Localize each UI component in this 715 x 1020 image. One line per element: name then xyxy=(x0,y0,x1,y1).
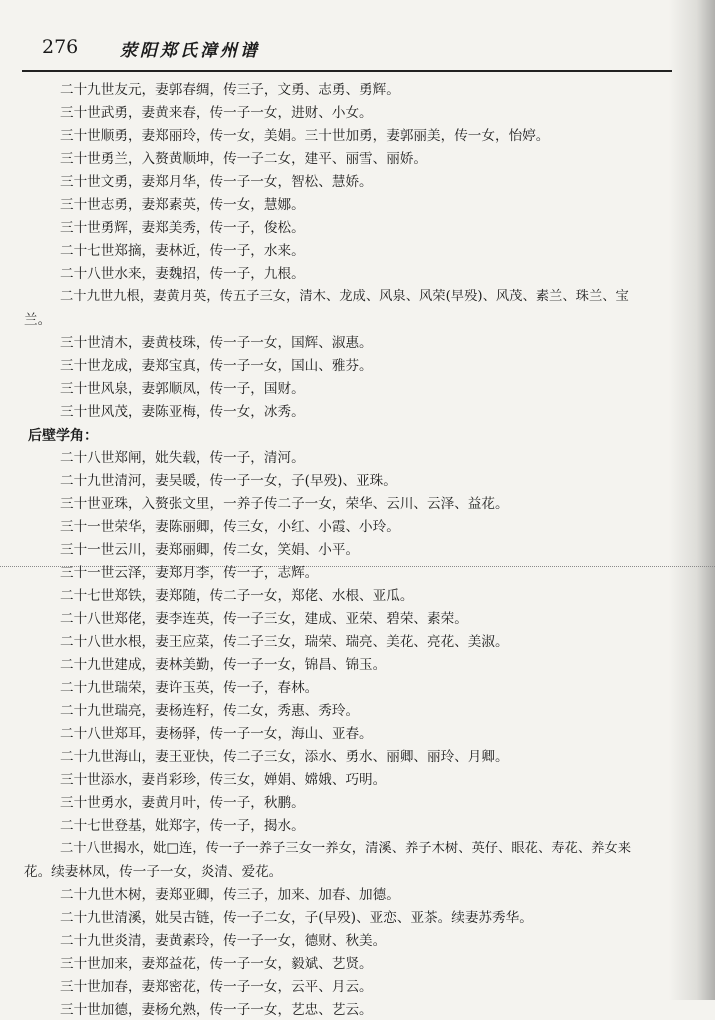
text-line: 三十世加来，妻郑益花，传一子一女，毅斌、艺贤。 xyxy=(60,956,373,972)
text-line: 二十八世郑闸，妣失载，传一子，清河。 xyxy=(60,450,305,466)
text-line: 二十九世建成，妻林美勤，传一子一女，锦昌、锦玉。 xyxy=(60,657,387,673)
text-line: 二十七世郑铁，妻郑随，传二子一女，郑佬、水根、亚瓜。 xyxy=(60,588,414,604)
text-line: 二十九世九根，妻黄月英，传五子三女，清木、龙成、风泉、风荣(早殁)、风茂、素兰、珠兰、宝 xyxy=(60,289,629,304)
text-line: 二十七世郑摘，妻林近，传一子，水来。 xyxy=(60,243,305,259)
text-line: 三十世亚珠，入赘张文里，一养子传二子一女，荣华、云川、云泽、益花。 xyxy=(60,496,509,512)
text-line: 二十八世郑佬，妻李连英，传一子三女，建成、亚荣、碧荣、素荣。 xyxy=(60,611,468,627)
text-line: 三十世清木，妻黄枝珠，传一子一女，国辉、淑惠。 xyxy=(60,335,373,351)
text-line: 三十世风泉，妻郭顺凤，传一子，国财。 xyxy=(60,381,305,397)
text-line: 三十世志勇，妻郑素英，传一女，慧娜。 xyxy=(60,197,305,213)
text-line: 二十九世清河，妻吴暖，传一子一女，子(早殁)、亚珠。 xyxy=(60,473,397,489)
text-line: 三十一世云泽，妻郑月李，传一子，志辉。 xyxy=(60,565,319,581)
text-line: 二十九世海山，妻王亚快，传二子三女，添水、勇水、丽卿、丽玲、月卿。 xyxy=(60,749,509,765)
page-header xyxy=(22,30,672,72)
text-line: 二十八世水来，妻魏招，传一子，九根。 xyxy=(60,266,305,282)
text-line-continuation: 兰。 xyxy=(24,312,52,328)
text-line: 三十世勇辉，妻郑美秀，传一子，俊松。 xyxy=(60,220,305,236)
text-line: 三十一世荣华，妻陈丽卿，传三女，小红、小霞、小玲。 xyxy=(60,519,400,535)
scan-edge-shadow xyxy=(669,0,715,1000)
text-line: 二十八世水根，妻王应菜，传二子三女，瑞荣、瑞亮、美花、亮花、美淑。 xyxy=(60,634,509,650)
text-line: 三十世文勇，妻郑月华，传一子一女，智松、慧娇。 xyxy=(60,174,373,190)
text-line: 二十九世瑞荣，妻许玉英，传一子，春林。 xyxy=(60,680,319,696)
text-line: 三十世添水，妻肖彩珍，传三女，婵娟、嫦娥、巧明。 xyxy=(60,772,387,788)
text-line: 三十世武勇，妻黄来春，传一子一女，进财、小女。 xyxy=(60,105,373,121)
text-line: 三十一世云川，妻郑丽卿，传二女，笑娟、小平。 xyxy=(60,542,360,558)
page-number: 276 xyxy=(42,36,79,58)
text-line: 三十世加德，妻杨允熟，传一子一女，艺忠、艺云。 xyxy=(60,1002,373,1018)
section-heading: 后壁学角： xyxy=(28,428,98,444)
text-line: 二十九世清溪，妣吴古链，传一子二女，子(早殁)、亚恋、亚茶。续妻苏秀华。 xyxy=(60,910,533,926)
text-line: 三十世加春，妻郑密花，传一子一女，云平、月云。 xyxy=(60,979,373,995)
text-line: 三十世顺勇，妻郑丽玲，传一女，美娟。三十世加勇，妻郭丽美，传一女，怡婷。 xyxy=(60,128,550,144)
running-title: 荥阳郑氏漳州谱 xyxy=(120,41,260,61)
text-line: 二十九世友元，妻郭春绸，传三子，文勇、志勇、勇辉。 xyxy=(60,82,400,98)
text-line: 三十世龙成，妻郑宝真，传一子一女，国山、雅芬。 xyxy=(60,358,373,374)
text-line: 二十八世郑耳，妻杨驿，传一子一女，海山、亚春。 xyxy=(60,726,373,742)
text-line: 二十七世登基，妣郑字，传一子，揭水。 xyxy=(60,818,305,834)
text-line: 二十九世瑞亮，妻杨连籽，传二女，秀惠、秀玲。 xyxy=(60,703,360,719)
text-line: 三十世风茂，妻陈亚梅，传一女，冰秀。 xyxy=(60,404,305,420)
text-line: 二十九世木树，妻郑亚卿，传三子，加来、加春、加德。 xyxy=(60,887,400,903)
text-line: 三十世勇水，妻黄月叶，传一子，秋鹏。 xyxy=(60,795,305,811)
text-line: 二十八世揭水，妣□连，传一子一养子三女一养女，清溪、养子木树、英仔、眼花、寿花、养女来 xyxy=(60,841,632,856)
text-line: 二十九世炎清，妻黄素玲，传一子一女，德财、秋美。 xyxy=(60,933,387,949)
text-line: 三十世勇兰，入赘黄顺坤，传一子二女，建平、丽雪、丽娇。 xyxy=(60,151,428,167)
text-line-continuation: 花。续妻林凤，传一子一女，炎清、爱花。 xyxy=(24,864,283,880)
